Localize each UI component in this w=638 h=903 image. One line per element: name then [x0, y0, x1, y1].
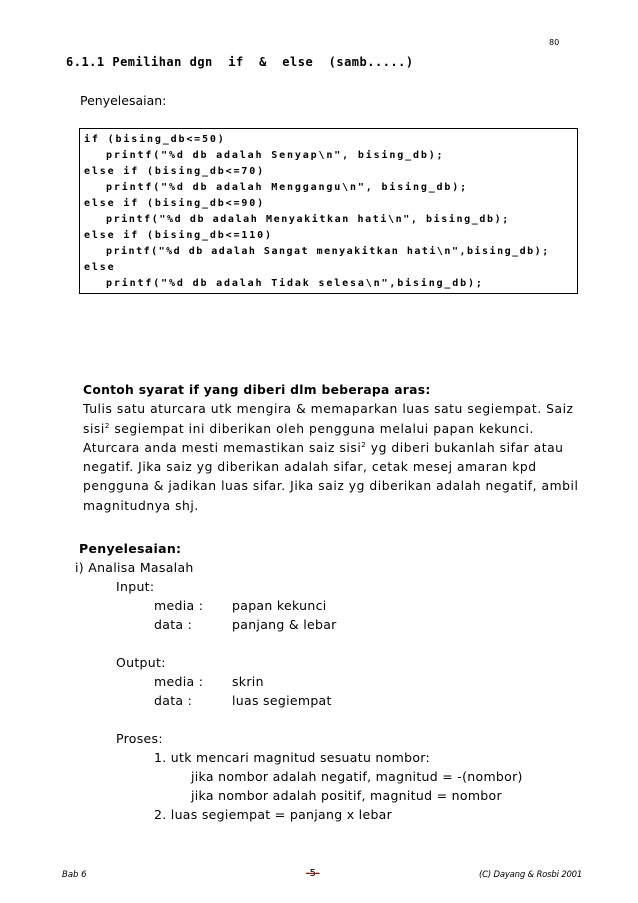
output-media-value: skrin [232, 674, 264, 689]
process-step-1b: jika nombor adalah positif, magnitud = nombor [191, 788, 502, 803]
code-line: printf("%d db adalah Tidak selesa\n",bising_db); [106, 278, 484, 289]
solution-label-2: Penyelesaian: [79, 541, 182, 556]
code-line: printf("%d db adalah Menggangu\n", bising_db); [106, 182, 469, 193]
footer-copyright: (C) Dayang & Rosbi 2001 [479, 870, 583, 880]
input-data-value: panjang & lebar [232, 617, 337, 632]
process-label: Proses: [116, 731, 163, 746]
superscript: 2 [104, 421, 110, 430]
solution-label: Penyelesaian: [80, 93, 167, 108]
output-label: Output: [116, 655, 166, 670]
example-text: Tulis satu aturcara utk mengira & memaparkan luas satu segiempat. Saiz sisi [83, 402, 574, 436]
code-line: printf("%d db adalah Menyakitkan hati\n", bising_db); [106, 214, 510, 225]
code-line: else if (bising_db<=70) [84, 166, 266, 177]
code-block [79, 128, 578, 294]
footer-chapter: Bab 6 [62, 870, 87, 880]
output-data-value: luas segiempat [232, 693, 332, 708]
input-media-key: media : [154, 598, 204, 613]
process-step-2: 2. luas segiempat = panjang x lebar [154, 807, 393, 822]
code-line: else if (bising_db<=110) [84, 230, 273, 241]
page-number: 80 [549, 38, 560, 47]
output-data-key: data : [154, 693, 193, 708]
section-title: 6.1.1 Pemilihan dgn if & else (samb.....) [66, 55, 414, 69]
output-media-key: media : [154, 674, 204, 689]
code-line: else [84, 262, 116, 273]
process-step-1a: jika nombor adalah negatif, magnitud = -(nombor) [191, 769, 523, 784]
input-data-key: data : [154, 617, 193, 632]
example-body [83, 400, 591, 516]
code-line: printf("%d db adalah Sangat menyakitkan hati\n",bising_db); [106, 246, 550, 257]
process-step-1: 1. utk mencari magnitud sesuatu nombor: [154, 750, 430, 765]
code-line: if (bising_db<=50) [84, 134, 226, 145]
example-text: yg diberi bukanlah sifar atau negatif. Jika saiz yg diberikan adalah sifar, cetak mesej amaran kpd pengguna & jadikan luas sifar. Jika saiz yg diberikan adalah negatif, ambil magnitudnya shj. [83, 440, 579, 513]
input-label: Input: [116, 579, 155, 594]
superscript: 2 [361, 440, 367, 449]
input-media-value: papan kekunci [232, 598, 327, 613]
code-line: printf("%d db adalah Senyap\n", bising_db); [106, 150, 445, 161]
example-text: segiempat ini diberikan oleh pengguna melalui papan kekunci. Aturcara anda mesti memastikan saiz sisi [83, 421, 534, 455]
analysis-heading: i) Analisa Masalah [75, 560, 194, 575]
code-line: else if (bising_db<=90) [84, 198, 266, 209]
example-section [83, 381, 591, 516]
footer-page-number: -5- [306, 868, 320, 879]
example-title: Contoh syarat if yang diberi dlm beberapa aras: [83, 383, 431, 397]
